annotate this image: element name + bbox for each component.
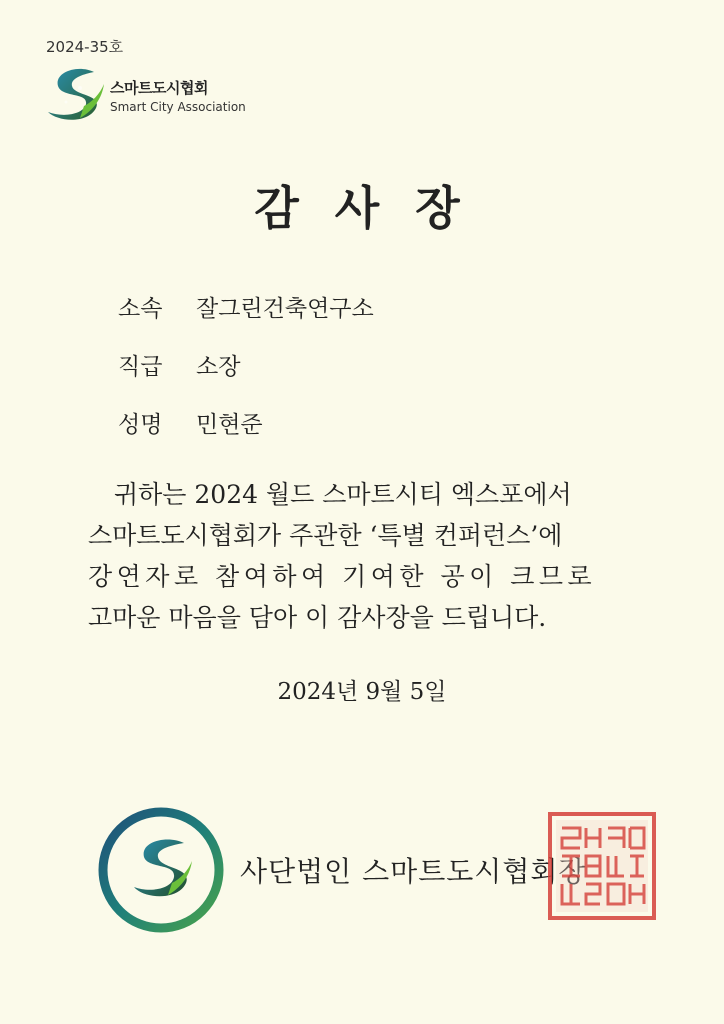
name-label: 성명: [118, 412, 163, 438]
smart-city-emblem-icon: [96, 805, 226, 935]
org-name-korean: 스마트도시협회: [110, 78, 208, 97]
header-logo-text: [110, 77, 246, 114]
body-line: 귀하는 2024 월드 스마트시티 엑스포에서: [114, 480, 572, 509]
header-logo: [44, 66, 246, 124]
rank-value: 소장: [196, 354, 241, 380]
affiliation-value: 잘그린건축연구소: [196, 296, 374, 322]
body-line: 강연자로 참여하여 기여한 공이 크므로: [88, 562, 597, 591]
body-line: 스마트도시협회가 주관한 ‘특별 컨퍼런스’에: [88, 521, 563, 550]
name-row: [118, 406, 263, 439]
red-seal-icon: [546, 810, 658, 922]
certificate-body: [88, 474, 668, 638]
org-name-english: Smart City Association: [110, 99, 246, 114]
body-line: 고마운 마음을 담아 이 감사장을 드립니다.: [88, 603, 547, 632]
certificate-title: 감 사 장: [254, 181, 470, 235]
rank-label: 직급: [118, 354, 163, 380]
footer-emblem: [96, 805, 226, 939]
smart-city-logo-icon: [44, 66, 106, 124]
official-seal: [546, 810, 658, 926]
document-number: 2024-35호: [46, 38, 124, 56]
rank-row: [118, 348, 240, 381]
affiliation-label: 소속: [118, 296, 163, 322]
issuer-name: 사단법인 스마트도시협회장: [240, 855, 587, 888]
name-value: 민현준: [196, 412, 263, 438]
issue-date: 2024년 9월 5일: [277, 679, 447, 705]
affiliation-row: [118, 290, 374, 323]
